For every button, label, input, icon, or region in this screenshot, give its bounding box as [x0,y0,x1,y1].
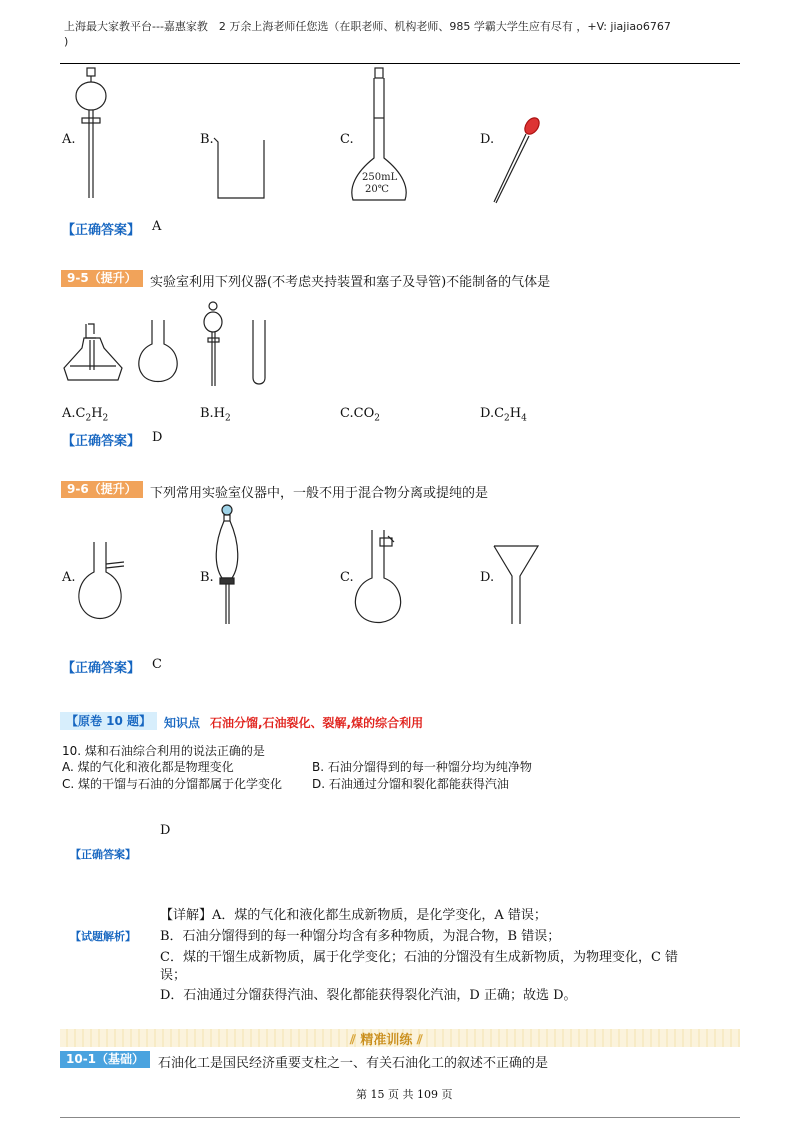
answer-tag: 【正确答案】 [70,848,136,861]
knowledge-point-text: 石油分馏,石油裂化、裂解,煤的综合利用 [210,716,424,730]
question-stem: 10. 煤和石油综合利用的说法正确的是 [62,744,265,758]
section-title: ⫽ 精准训练 ⫽ [350,1033,423,1048]
answer-tag: 【正确答案】 [62,434,141,449]
dropper-icon [490,118,550,208]
option-b-label: B. [200,570,214,585]
flask-with-side-arm-icon [350,526,410,626]
separatory-funnel-small-icon [200,300,230,390]
option-a-label: A. [62,570,76,585]
test-tube-icon [250,320,270,386]
header-rule [60,63,740,64]
answer-value: D [152,430,163,445]
option-b-label: B. [200,132,214,147]
explanation-line: 【详解】A．煤的气化和液化都生成新物质，是化学变化，A 错误； [160,908,547,923]
knowledge-point-label: 知识点 [164,716,201,730]
question-text: 石油化工是国民经济重要支柱之一、有关石油化工的叙述不正确的是 [158,1056,549,1071]
option-c-label: C. [340,570,354,585]
volumetric-flask-icon [345,68,415,208]
header-line-1: 上海最大家教平台---嘉惠家教 2 万余上海老师任您选（在职老师、机构老师、985 学霸大学生应有尽有 ，+V: jiajiao6767 [64,20,671,33]
option-d-label: D. [480,570,495,585]
option-b-formula: $B.H_2$ [200,406,231,424]
question-badge: 9-6（提升） [61,481,143,498]
answer-tag: 【正确答案】 [62,661,141,676]
option-d-formula: $D.C_2H_4$ [480,406,527,424]
page-number: 第 15 页 共 109 页 [356,1088,453,1101]
alcohol-burner-icon [60,320,130,382]
round-bottom-flask-icon [134,320,184,386]
explanation-tag: 【试题解析】 [70,930,136,943]
question-text: 实验室利用下列仪器(不考虑夹持装置和塞子及导管)不能制备的气体是 [150,275,551,290]
pear-separatory-funnel-icon [210,504,254,628]
explanation-line: 误； [160,968,187,983]
separatory-funnel-icon [72,68,112,208]
flask-volume-label: 250mL [362,172,398,183]
option-d-text: D. 石油通过分馏和裂化都能获得汽油 [312,777,509,791]
option-a-text: A. 煤的气化和液化都是物理变化 [62,760,234,774]
answer-tag: 【正确答案】 [62,223,141,238]
option-c-text: C. 煤的干馏与石油的分馏都属于化学变化 [62,777,283,791]
beaker-icon [212,138,272,202]
answer-value: A [152,219,162,234]
distillation-flask-icon [74,542,134,626]
explanation-line: C．煤的干馏生成新物质，属于化学变化；石油的分馏没有生成新物质，为物理变化，C 错 [160,950,679,965]
question-text: 下列常用实验室仪器中，一般不用于混合物分离或提纯的是 [150,486,489,501]
question-badge: 9-5（提升） [61,270,143,287]
option-a-label: A. [62,132,76,147]
question-badge: 10-1（基础） [60,1051,150,1068]
footer-rule [60,1117,740,1118]
option-a-formula: $A.C_2H_2$ [62,406,109,424]
option-d-label: D. [480,132,495,147]
answer-value: D [160,823,171,838]
option-c-label: C. [340,132,354,147]
answer-value: C [152,657,162,672]
funnel-icon [494,546,544,626]
option-c-formula: $C.CO_2$ [340,406,380,424]
explanation-line: B．石油分馏得到的每一种馏分均含有多种物质，为混合物，B 错误； [160,929,561,944]
explanation-line: D．石油通过分馏获得汽油、裂化都能获得裂化汽油，D 正确；故选 D。 [160,988,577,1003]
flask-temperature-label: 20℃ [365,184,389,195]
header-line-2: ) [64,35,69,48]
original-question-badge: 【原卷 10 题】 [60,712,157,730]
option-b-text: B. 石油分馏得到的每一种馏分均为纯净物 [312,760,532,774]
